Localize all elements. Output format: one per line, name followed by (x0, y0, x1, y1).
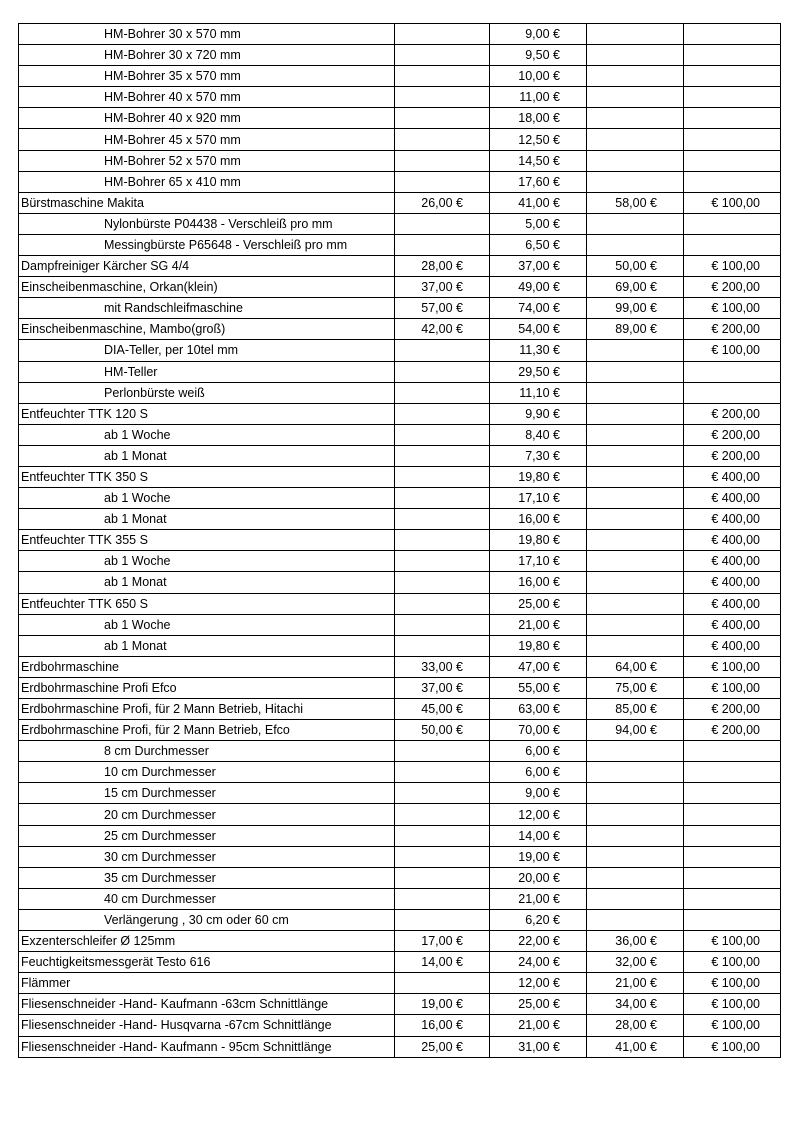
price-cell-2: 9,90 € (490, 403, 587, 424)
item-name-cell: HM-Bohrer 30 x 570 mm (19, 24, 395, 45)
item-name-cell: ab 1 Monat (19, 445, 395, 466)
deposit-cell (684, 66, 781, 87)
price-cell-2: 12,50 € (490, 129, 587, 150)
table-row (19, 846, 781, 867)
price-cell-1: 16,00 € (395, 1015, 490, 1036)
deposit-cell: € 100,00 (684, 994, 781, 1015)
price-cell-1 (395, 593, 490, 614)
item-name-cell: 10 cm Durchmesser (19, 762, 395, 783)
price-cell-2: 10,00 € (490, 66, 587, 87)
price-cell-1 (395, 635, 490, 656)
price-cell-3: 64,00 € (587, 656, 684, 677)
deposit-cell: € 100,00 (684, 298, 781, 319)
price-cell-3 (587, 129, 684, 150)
deposit-cell: € 400,00 (684, 466, 781, 487)
deposit-cell (684, 762, 781, 783)
table-row (19, 994, 781, 1015)
item-name-cell: HM-Bohrer 30 x 720 mm (19, 45, 395, 66)
deposit-cell (684, 234, 781, 255)
table-row (19, 424, 781, 445)
table-row (19, 277, 781, 298)
deposit-cell (684, 867, 781, 888)
table-row (19, 804, 781, 825)
deposit-cell: € 400,00 (684, 635, 781, 656)
price-cell-1 (395, 213, 490, 234)
deposit-cell: € 100,00 (684, 192, 781, 213)
deposit-cell: € 200,00 (684, 699, 781, 720)
table-row (19, 572, 781, 593)
table-row (19, 340, 781, 361)
price-cell-1: 28,00 € (395, 256, 490, 277)
price-cell-1 (395, 741, 490, 762)
price-cell-3 (587, 593, 684, 614)
price-cell-3 (587, 45, 684, 66)
price-cell-2: 17,10 € (490, 488, 587, 509)
table-row (19, 403, 781, 424)
price-cell-2: 63,00 € (490, 699, 587, 720)
price-cell-3: 58,00 € (587, 192, 684, 213)
price-cell-3 (587, 509, 684, 530)
table-row (19, 952, 781, 973)
table-row (19, 593, 781, 614)
price-cell-2: 14,00 € (490, 825, 587, 846)
price-cell-2: 11,30 € (490, 340, 587, 361)
price-cell-3: 36,00 € (587, 931, 684, 952)
price-cell-3 (587, 635, 684, 656)
price-cell-2: 54,00 € (490, 319, 587, 340)
price-cell-1 (395, 403, 490, 424)
price-cell-2: 21,00 € (490, 888, 587, 909)
price-cell-3 (587, 108, 684, 129)
price-cell-3 (587, 424, 684, 445)
price-cell-3 (587, 24, 684, 45)
deposit-cell: € 200,00 (684, 445, 781, 466)
deposit-cell (684, 783, 781, 804)
item-name-cell: Verlängerung , 30 cm oder 60 cm (19, 909, 395, 930)
price-cell-2: 41,00 € (490, 192, 587, 213)
item-name-cell: Erdbohrmaschine Profi, für 2 Mann Betrieb, Hitachi (19, 699, 395, 720)
deposit-cell (684, 741, 781, 762)
deposit-cell (684, 909, 781, 930)
price-cell-2: 21,00 € (490, 614, 587, 635)
deposit-cell (684, 825, 781, 846)
price-cell-2: 6,00 € (490, 741, 587, 762)
price-cell-3 (587, 741, 684, 762)
price-cell-3 (587, 530, 684, 551)
item-name-cell: HM-Bohrer 40 x 570 mm (19, 87, 395, 108)
table-row (19, 530, 781, 551)
price-cell-2: 9,50 € (490, 45, 587, 66)
price-cell-2: 7,30 € (490, 445, 587, 466)
deposit-cell (684, 150, 781, 171)
price-cell-3 (587, 846, 684, 867)
price-cell-1 (395, 572, 490, 593)
item-name-cell: HM-Bohrer 45 x 570 mm (19, 129, 395, 150)
item-name-cell: Erdbohrmaschine Profi Efco (19, 677, 395, 698)
deposit-cell (684, 382, 781, 403)
deposit-cell (684, 804, 781, 825)
item-name-cell: mit Randschleifmaschine (19, 298, 395, 319)
price-cell-2: 5,00 € (490, 213, 587, 234)
item-name-cell: Perlonbürste weiß (19, 382, 395, 403)
deposit-cell: € 100,00 (684, 656, 781, 677)
item-name-cell: Exzenterschleifer Ø 125mm (19, 931, 395, 952)
item-name-cell: ab 1 Woche (19, 424, 395, 445)
price-cell-1 (395, 171, 490, 192)
price-table (18, 23, 781, 1058)
price-cell-2: 21,00 € (490, 1015, 587, 1036)
price-cell-2: 25,00 € (490, 593, 587, 614)
price-cell-2: 11,00 € (490, 87, 587, 108)
table-row (19, 783, 781, 804)
price-cell-3 (587, 87, 684, 108)
table-row (19, 445, 781, 466)
item-name-cell: ab 1 Monat (19, 635, 395, 656)
price-cell-1: 37,00 € (395, 677, 490, 698)
price-cell-1 (395, 909, 490, 930)
table-row (19, 171, 781, 192)
deposit-cell (684, 361, 781, 382)
price-cell-3 (587, 783, 684, 804)
deposit-cell (684, 213, 781, 234)
price-cell-3: 41,00 € (587, 1036, 684, 1057)
deposit-cell: € 100,00 (684, 973, 781, 994)
table-row (19, 931, 781, 952)
price-cell-2: 22,00 € (490, 931, 587, 952)
price-cell-2: 19,80 € (490, 530, 587, 551)
deposit-cell: € 100,00 (684, 1015, 781, 1036)
price-cell-1: 19,00 € (395, 994, 490, 1015)
price-cell-2: 8,40 € (490, 424, 587, 445)
price-cell-2: 12,00 € (490, 973, 587, 994)
item-name-cell: Entfeuchter TTK 650 S (19, 593, 395, 614)
table-row (19, 614, 781, 635)
price-cell-3: 89,00 € (587, 319, 684, 340)
deposit-cell: € 400,00 (684, 614, 781, 635)
item-name-cell: HM-Teller (19, 361, 395, 382)
price-cell-2: 19,80 € (490, 635, 587, 656)
price-cell-2: 16,00 € (490, 572, 587, 593)
price-cell-2: 18,00 € (490, 108, 587, 129)
deposit-cell: € 400,00 (684, 593, 781, 614)
table-row (19, 656, 781, 677)
table-row (19, 319, 781, 340)
price-cell-3 (587, 762, 684, 783)
table-row (19, 256, 781, 277)
price-cell-3 (587, 445, 684, 466)
item-name-cell: Fliesenschneider -Hand- Kaufmann -63cm Schnittlänge (19, 994, 395, 1015)
price-cell-1 (395, 530, 490, 551)
table-row (19, 699, 781, 720)
price-cell-2: 49,00 € (490, 277, 587, 298)
price-cell-1: 50,00 € (395, 720, 490, 741)
table-row (19, 361, 781, 382)
table-row (19, 192, 781, 213)
item-name-cell: Entfeuchter TTK 350 S (19, 466, 395, 487)
price-cell-3 (587, 213, 684, 234)
price-cell-1 (395, 551, 490, 572)
price-cell-3: 50,00 € (587, 256, 684, 277)
price-cell-1 (395, 846, 490, 867)
deposit-cell: € 100,00 (684, 256, 781, 277)
table-row (19, 298, 781, 319)
deposit-cell: € 400,00 (684, 530, 781, 551)
price-cell-2: 70,00 € (490, 720, 587, 741)
table-row (19, 466, 781, 487)
price-cell-1 (395, 108, 490, 129)
table-row (19, 129, 781, 150)
item-name-cell: ab 1 Woche (19, 614, 395, 635)
price-cell-2: 47,00 € (490, 656, 587, 677)
table-row (19, 87, 781, 108)
price-cell-1 (395, 87, 490, 108)
price-cell-1 (395, 466, 490, 487)
price-cell-3 (587, 825, 684, 846)
price-cell-1 (395, 614, 490, 635)
price-cell-2: 17,10 € (490, 551, 587, 572)
price-cell-1 (395, 66, 490, 87)
item-name-cell: 25 cm Durchmesser (19, 825, 395, 846)
deposit-cell: € 100,00 (684, 1036, 781, 1057)
item-name-cell: 8 cm Durchmesser (19, 741, 395, 762)
item-name-cell: Feuchtigkeitsmessgerät Testo 616 (19, 952, 395, 973)
price-cell-2: 17,60 € (490, 171, 587, 192)
item-name-cell: HM-Bohrer 52 x 570 mm (19, 150, 395, 171)
price-cell-1: 42,00 € (395, 319, 490, 340)
price-cell-2: 16,00 € (490, 509, 587, 530)
item-name-cell: ab 1 Woche (19, 488, 395, 509)
deposit-cell: € 100,00 (684, 340, 781, 361)
price-cell-1 (395, 129, 490, 150)
table-row (19, 973, 781, 994)
item-name-cell: 15 cm Durchmesser (19, 783, 395, 804)
item-name-cell: Einscheibenmaschine, Orkan(klein) (19, 277, 395, 298)
price-cell-3 (587, 551, 684, 572)
deposit-cell: € 100,00 (684, 677, 781, 698)
price-cell-2: 9,00 € (490, 24, 587, 45)
deposit-cell: € 200,00 (684, 424, 781, 445)
price-cell-2: 20,00 € (490, 867, 587, 888)
table-row (19, 741, 781, 762)
price-cell-1: 33,00 € (395, 656, 490, 677)
price-cell-3: 34,00 € (587, 994, 684, 1015)
deposit-cell (684, 888, 781, 909)
price-table-body (19, 24, 781, 1058)
price-cell-1 (395, 24, 490, 45)
price-cell-3 (587, 466, 684, 487)
price-cell-3 (587, 382, 684, 403)
price-cell-3 (587, 66, 684, 87)
table-row (19, 150, 781, 171)
item-name-cell: HM-Bohrer 35 x 570 mm (19, 66, 395, 87)
price-cell-3: 75,00 € (587, 677, 684, 698)
table-row (19, 382, 781, 403)
price-cell-1 (395, 825, 490, 846)
table-row (19, 720, 781, 741)
table-row (19, 234, 781, 255)
price-cell-3 (587, 804, 684, 825)
deposit-cell (684, 24, 781, 45)
price-cell-1 (395, 488, 490, 509)
price-cell-2: 12,00 € (490, 804, 587, 825)
price-cell-2: 19,80 € (490, 466, 587, 487)
item-name-cell: Einscheibenmaschine, Mambo(groß) (19, 319, 395, 340)
price-cell-3 (587, 572, 684, 593)
price-cell-1 (395, 445, 490, 466)
price-cell-3 (587, 488, 684, 509)
item-name-cell: 40 cm Durchmesser (19, 888, 395, 909)
price-cell-3 (587, 909, 684, 930)
table-row (19, 888, 781, 909)
deposit-cell: € 200,00 (684, 720, 781, 741)
deposit-cell: € 100,00 (684, 952, 781, 973)
price-cell-3: 94,00 € (587, 720, 684, 741)
table-row (19, 825, 781, 846)
table-row (19, 635, 781, 656)
item-name-cell: HM-Bohrer 40 x 920 mm (19, 108, 395, 129)
price-cell-3: 99,00 € (587, 298, 684, 319)
price-cell-1: 45,00 € (395, 699, 490, 720)
deposit-cell: € 400,00 (684, 509, 781, 530)
price-cell-1 (395, 424, 490, 445)
price-cell-1 (395, 783, 490, 804)
table-row (19, 909, 781, 930)
item-name-cell: Entfeuchter TTK 120 S (19, 403, 395, 424)
table-row (19, 551, 781, 572)
item-name-cell: Erdbohrmaschine (19, 656, 395, 677)
item-name-cell: Erdbohrmaschine Profi, für 2 Mann Betrieb, Efco (19, 720, 395, 741)
deposit-cell (684, 108, 781, 129)
item-name-cell: 35 cm Durchmesser (19, 867, 395, 888)
price-cell-3 (587, 361, 684, 382)
price-cell-3: 28,00 € (587, 1015, 684, 1036)
deposit-cell (684, 171, 781, 192)
price-cell-1: 26,00 € (395, 192, 490, 213)
item-name-cell: Entfeuchter TTK 355 S (19, 530, 395, 551)
price-cell-3 (587, 234, 684, 255)
item-name-cell: Dampfreiniger Kärcher SG 4/4 (19, 256, 395, 277)
price-cell-1 (395, 234, 490, 255)
price-cell-2: 11,10 € (490, 382, 587, 403)
item-name-cell: 20 cm Durchmesser (19, 804, 395, 825)
price-cell-1: 25,00 € (395, 1036, 490, 1057)
price-cell-2: 29,50 € (490, 361, 587, 382)
price-cell-2: 24,00 € (490, 952, 587, 973)
item-name-cell: ab 1 Monat (19, 572, 395, 593)
price-cell-3 (587, 150, 684, 171)
item-name-cell: Bürstmaschine Makita (19, 192, 395, 213)
table-row (19, 66, 781, 87)
price-cell-2: 37,00 € (490, 256, 587, 277)
item-name-cell: Flämmer (19, 973, 395, 994)
price-cell-2: 6,20 € (490, 909, 587, 930)
price-cell-2: 6,00 € (490, 762, 587, 783)
item-name-cell: DIA-Teller, per 10tel mm (19, 340, 395, 361)
price-cell-1: 17,00 € (395, 931, 490, 952)
price-cell-1: 37,00 € (395, 277, 490, 298)
price-cell-3 (587, 888, 684, 909)
table-row (19, 762, 781, 783)
price-cell-2: 74,00 € (490, 298, 587, 319)
item-name-cell: HM-Bohrer 65 x 410 mm (19, 171, 395, 192)
deposit-cell: € 100,00 (684, 931, 781, 952)
price-cell-1 (395, 382, 490, 403)
table-row (19, 45, 781, 66)
price-cell-3 (587, 403, 684, 424)
price-cell-1 (395, 150, 490, 171)
item-name-cell: ab 1 Woche (19, 551, 395, 572)
item-name-cell: Messingbürste P65648 - Verschleiß pro mm (19, 234, 395, 255)
price-cell-1 (395, 804, 490, 825)
price-cell-3: 21,00 € (587, 973, 684, 994)
price-cell-3 (587, 171, 684, 192)
table-row (19, 509, 781, 530)
price-cell-3: 32,00 € (587, 952, 684, 973)
deposit-cell (684, 45, 781, 66)
deposit-cell (684, 846, 781, 867)
price-cell-2: 6,50 € (490, 234, 587, 255)
price-cell-3: 85,00 € (587, 699, 684, 720)
price-cell-3: 69,00 € (587, 277, 684, 298)
table-row (19, 488, 781, 509)
deposit-cell (684, 129, 781, 150)
table-row (19, 1015, 781, 1036)
price-cell-1: 14,00 € (395, 952, 490, 973)
table-row (19, 24, 781, 45)
price-cell-1 (395, 45, 490, 66)
price-cell-3 (587, 867, 684, 888)
price-cell-1: 57,00 € (395, 298, 490, 319)
item-name-cell: ab 1 Monat (19, 509, 395, 530)
deposit-cell (684, 87, 781, 108)
price-cell-1 (395, 973, 490, 994)
deposit-cell: € 200,00 (684, 277, 781, 298)
table-row (19, 1036, 781, 1057)
item-name-cell: Fliesenschneider -Hand- Husqvarna -67cm Schnittlänge (19, 1015, 395, 1036)
price-cell-2: 25,00 € (490, 994, 587, 1015)
price-cell-1 (395, 340, 490, 361)
deposit-cell: € 400,00 (684, 551, 781, 572)
price-cell-1 (395, 361, 490, 382)
price-cell-1 (395, 509, 490, 530)
price-cell-2: 19,00 € (490, 846, 587, 867)
price-cell-1 (395, 888, 490, 909)
price-cell-1 (395, 867, 490, 888)
item-name-cell: 30 cm Durchmesser (19, 846, 395, 867)
deposit-cell: € 400,00 (684, 572, 781, 593)
item-name-cell: Nylonbürste P04438 - Verschleiß pro mm (19, 213, 395, 234)
deposit-cell: € 400,00 (684, 488, 781, 509)
price-cell-2: 9,00 € (490, 783, 587, 804)
table-row (19, 213, 781, 234)
table-row (19, 108, 781, 129)
deposit-cell: € 200,00 (684, 319, 781, 340)
deposit-cell: € 200,00 (684, 403, 781, 424)
price-cell-1 (395, 762, 490, 783)
price-cell-3 (587, 340, 684, 361)
price-cell-2: 14,50 € (490, 150, 587, 171)
table-row (19, 867, 781, 888)
table-row (19, 677, 781, 698)
price-cell-2: 55,00 € (490, 677, 587, 698)
price-cell-3 (587, 614, 684, 635)
price-cell-2: 31,00 € (490, 1036, 587, 1057)
item-name-cell: Fliesenschneider -Hand- Kaufmann - 95cm Schnittlänge (19, 1036, 395, 1057)
